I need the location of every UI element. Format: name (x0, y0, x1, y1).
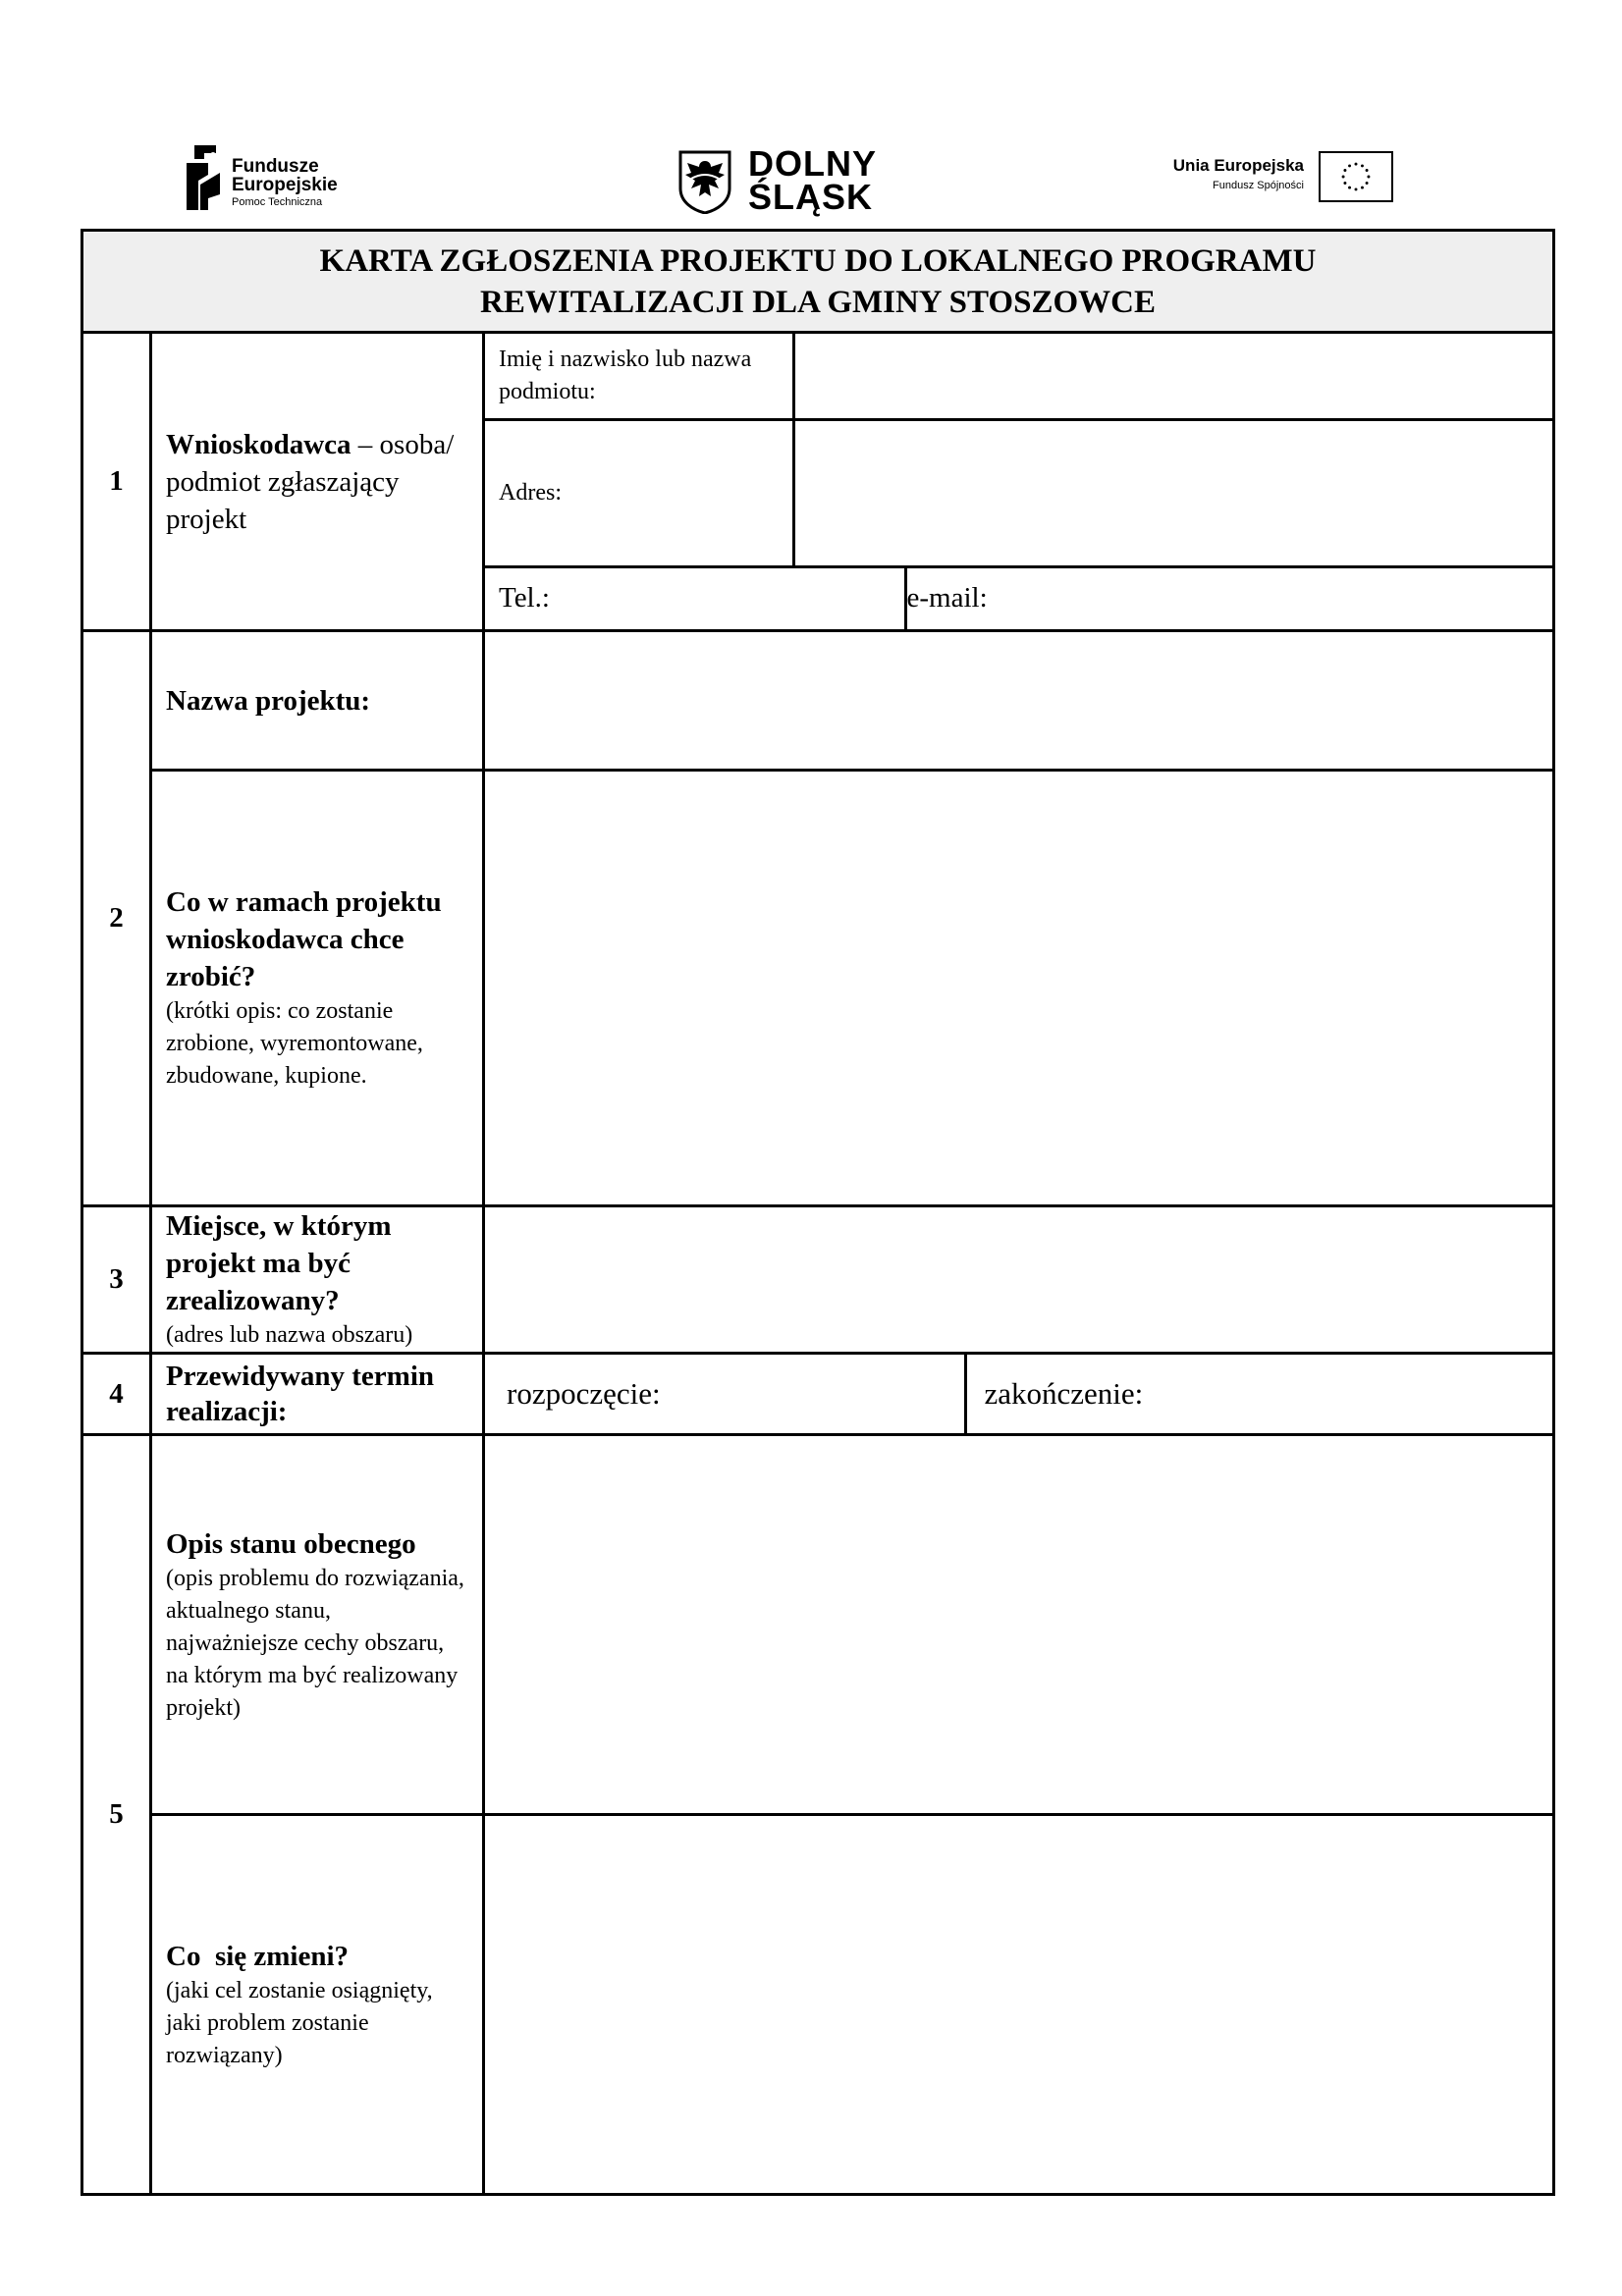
timeline-subtable (485, 1355, 1552, 1433)
end-date-field[interactable] (965, 1355, 1552, 1433)
unia-europejska-text (1164, 157, 1304, 191)
logo-text: Pomoc Techniczna (232, 196, 323, 208)
applicant-subtable (485, 334, 1552, 629)
dolny-slask-text (748, 143, 877, 217)
timeline-fields (484, 1354, 1554, 1435)
form-title-line: KARTA ZGŁOSZENIA PROJEKTU DO LOKALNEGO PROGRAMU (319, 242, 1317, 279)
email-field[interactable] (905, 566, 1552, 629)
address-field[interactable] (793, 419, 1552, 566)
header-logos (0, 137, 1622, 226)
eagle-crest-icon (677, 149, 732, 214)
row-number: 1 (82, 333, 151, 631)
fundusze-europejskie-text (232, 157, 338, 208)
project-description-hint: (krótki opis: co zostanie zrobione, wyremontowane, zbudowane, kupione. (166, 998, 423, 1089)
current-state-title: Opis stanu obecnego (166, 1527, 416, 1560)
row-number: 3 (82, 1206, 151, 1354)
applicant-fields (484, 333, 1554, 631)
location-hint: (adres lub nazwa obszaru) (166, 1322, 413, 1348)
address-label: Adres: (485, 419, 793, 566)
unia-europejska-logo (1164, 151, 1396, 206)
end-date-label: zakończenie: (984, 1376, 1144, 1411)
project-name-field[interactable] (484, 631, 1554, 771)
expected-change-label (151, 1815, 484, 2195)
location-label (151, 1206, 484, 1354)
name-field[interactable] (793, 334, 1552, 419)
logo-text: ŚLĄSK (748, 177, 874, 217)
current-state-field[interactable] (484, 1435, 1554, 1815)
start-date-label: rozpoczęcie: (507, 1376, 661, 1411)
dolny-slask-logo (677, 145, 884, 220)
fundusze-europejskie-mark-icon (187, 145, 222, 210)
logo-text: Unia Europejska (1172, 156, 1304, 175)
location-question: Miejsce, w którym projekt ma być zrealizowany? (166, 1210, 392, 1316)
eu-flag-icon (1319, 151, 1393, 202)
row-number: 2 (82, 631, 151, 1206)
row-number: 4 (82, 1354, 151, 1435)
expected-change-field[interactable] (484, 1815, 1554, 2195)
logo-text: Europejskie (232, 175, 338, 195)
email-label: e-mail: (906, 582, 988, 614)
name-label: Imię i nazwisko lub nazwa podmiotu: (485, 334, 793, 419)
expected-change-title: Co się zmieni? (166, 1940, 350, 1972)
form-title-line: REWITALIZACJI DLA GMINY STOSZOWCE (480, 284, 1156, 320)
project-description-question: Co w ramach projektu wnioskodawca chce zrobić? (166, 886, 442, 992)
project-description-label (151, 771, 484, 1206)
project-description-field[interactable] (484, 771, 1554, 1206)
project-name-label (151, 631, 484, 771)
tel-field[interactable] (485, 566, 905, 629)
logo-text: Fundusz Spójności (1213, 179, 1304, 191)
start-date-field[interactable] (485, 1355, 965, 1433)
fundusze-europejskie-logo (187, 145, 353, 212)
applicant-label-rest: – osoba/ podmiot zgłaszający projekt (166, 428, 455, 535)
applicant-label-bold: Wnioskodawca (166, 428, 351, 460)
timeline-label-text: Przewidywany termin realizacji: (166, 1361, 435, 1427)
current-state-hint: (opis problemu do rozwiązania, aktualnego stanu, najważniejsze cechy obszaru, na którym ma być realizowany projekt) (166, 1565, 464, 1721)
row-number: 5 (82, 1435, 151, 2195)
location-field[interactable] (484, 1206, 1554, 1354)
logo-text: Fundusze (232, 156, 319, 177)
timeline-label (151, 1354, 484, 1435)
logo-text: DOLNY (748, 143, 877, 184)
tel-label: Tel.: (499, 582, 550, 614)
project-name-label-text: Nazwa projektu: (166, 684, 371, 717)
current-state-label (151, 1435, 484, 1815)
expected-change-hint: (jaki cel zostanie osiągnięty, jaki problem zostanie rozwiązany) (166, 1977, 433, 2068)
form-title (82, 231, 1554, 333)
applicant-label (151, 333, 484, 631)
application-form-table (81, 229, 1555, 2196)
